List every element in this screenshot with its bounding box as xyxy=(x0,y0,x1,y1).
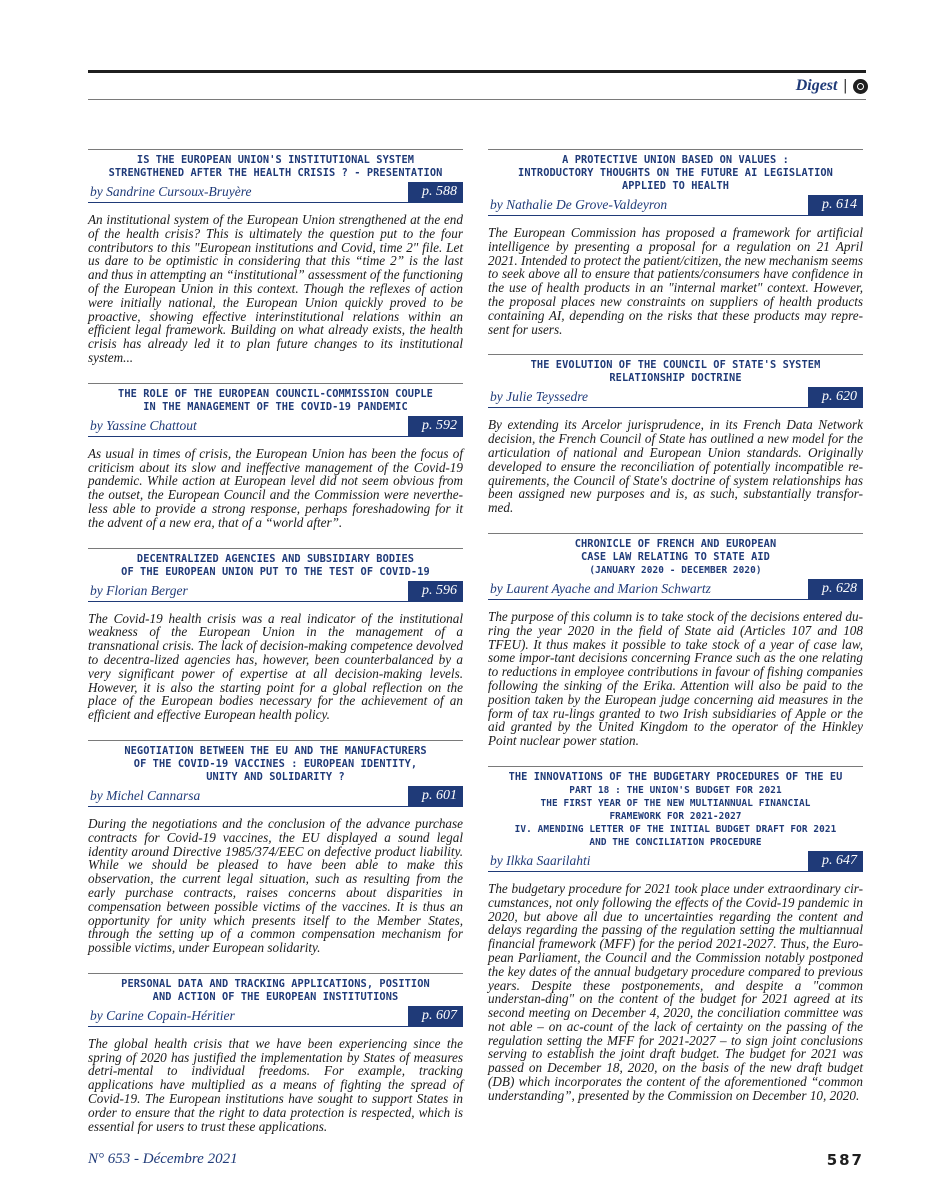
article xyxy=(88,548,463,740)
article-author: by Florian Berger xyxy=(90,582,188,598)
digest-emblem-icon xyxy=(853,79,868,94)
article-title-line: THE ROLE OF THE EUROPEAN COUNCIL-COMMISSION COUPLE xyxy=(118,387,433,400)
article-author: by Julie Teyssedre xyxy=(490,389,588,405)
article-title-line: IN THE MANAGEMENT OF THE COVID-19 PANDEMIC xyxy=(143,400,408,413)
header-separator: | xyxy=(843,77,847,94)
article-abstract: By extending its Arcelor jurisprudence, in its French Data Network decision, the French Council of State has outlined a new model for the articulation of national and European Union standards. Originally developed to ensure the reconciliation of potentially incompatible re-quirements, the Council of State's doctrine of system relationships has been assigned new purposes and is, as such, substantially transfor-med. xyxy=(488,417,863,516)
article xyxy=(88,149,463,383)
article-top-rule xyxy=(488,149,863,150)
article-title xyxy=(90,978,461,1004)
article-subtitle-line: AND THE CONCILIATION PROCEDURE xyxy=(589,836,762,848)
running-header xyxy=(796,77,868,95)
article-title xyxy=(90,154,461,180)
article-title xyxy=(90,745,461,784)
article xyxy=(488,766,863,1103)
article-abstract: An institutional system of the European Union strengthened at the end of the health crisis? This is ultimately the question put to the four contributors to this "European institutions and Covid, time 2" file. Let us dare to be optimistic in considering that this “time 2” is the last and thus in attempting an “institutional” assessment of the functioning of the European Union in this context. Though the reflexes of action were initially national, the European Union quickly proved to be proactive, showing effective interinstitutional relations within an efficient legal framework. Building on what already exists, the health crisis has already led it to plan future changes to its institutional system... xyxy=(88,212,463,365)
article-abstract: The purpose of this column is to take stock of the decisions entered du-ring the year 2020 in the field of State aid (Articles 107 and 108 TFEU). It thus makes it possible to take stock of a year of case law, some impor-tant decisions concerning France such as the one relating to reductions in employee contributions in favour of fishing companies following the sinking of the Erika. Attention will also be paid to the position taken by the European judge concerning aid measures in the form of tax ru-lings granted to two Irish subsidiaries of Apple or the aid granted by the United Kingdom to the operator of the Hinkley Point nuclear power station. xyxy=(488,608,863,749)
article-subtitle-line: THE FIRST YEAR OF THE NEW MULTIANNUAL FINANCIAL xyxy=(540,797,811,809)
article-page-ref[interactable]: p. 592 xyxy=(408,416,463,436)
issue-label: N° 653 - Décembre 2021 xyxy=(88,1151,238,1167)
article-top-rule xyxy=(488,354,863,355)
byline-bar xyxy=(88,581,463,602)
article-title-line: STRENGTHENED AFTER THE HEALTH CRISIS ? - PRESENTATION xyxy=(108,167,443,179)
article-title-line: THE INNOVATIONS OF THE BUDGETARY PROCEDURES OF THE EU xyxy=(508,770,843,783)
article-subtitle-line: PART 18 : THE UNION'S BUDGET FOR 2021 xyxy=(569,784,782,796)
article-title-line: CASE LAW RELATING TO STATE AID xyxy=(581,550,770,563)
byline-bar xyxy=(488,851,863,872)
article-page-ref[interactable]: p. 628 xyxy=(808,579,863,599)
article-title-line: INTRODUCTORY THOUGHTS ON THE FUTURE AI LEGISLATION xyxy=(518,167,833,179)
article-author: by Sandrine Cursoux-Bruyère xyxy=(90,184,252,199)
top-rule xyxy=(88,70,866,73)
article-title xyxy=(490,538,861,577)
article-author: by Yassine Chattout xyxy=(90,417,197,433)
article-author: by Michel Cannarsa xyxy=(90,787,201,803)
article-abstract: During the negotiations and the conclusion of the advance purchase contracts for Covid-19 vaccines, the EU displayed a sound legal identity around Directive 1985/374/EEC on defective product liability. While we should be pleased to have been able to make this observation, the current legal situation, such as resulting from the early purchase contracts, raises concerns about disparities in compensation between possible victims of the vaccines. It is thus an opportunity for unity which presents itself to the Member States, through the setting up of a common compensation mechanism for possible victims, under European solidarity. xyxy=(88,815,463,956)
article-page-ref[interactable]: p. 647 xyxy=(808,851,863,871)
article-abstract: The budgetary procedure for 2021 took place under extraordinary cir-cumstances, not only following the effects of the Covid-19 pandemic in 2020, but above all due to uncertainties regarding the content and delays regarding the passing of the regulation setting the multiannual financial framework (MFF) for the period 2021-2027. Thus, the Euro-pean Parliament, the Council and the Commission notably postponed the key dates of the annual budgetary procedure compared to previous years. Despite these postponements, and despite a "common understan-ding" on the content of the budget for 2021 agreed at its second meeting on December 4, 2020, the conciliation committee was not able – on ac-count of the lack of certainty on the passing of the regulation setting the MFF for 2021-2027 – to sign joint conclusions serving to establish the joint draft budget. The budget for 2021 was passed on December 18, 2020, on the basis of the new draft budget (DB) which incorporates the content of the aforementioned “common understanding”, presented by the Commission on December 10, 2020. xyxy=(488,880,863,1103)
article xyxy=(488,354,863,533)
article-subtitle-line: FRAMEWORK FOR 2021-2027 xyxy=(609,810,742,822)
article-spacer xyxy=(488,748,863,766)
article-author: by Carine Copain-Héritier xyxy=(90,1007,235,1023)
article xyxy=(488,149,863,354)
article xyxy=(488,533,863,766)
byline-bar xyxy=(488,579,863,600)
byline-bar xyxy=(88,786,463,807)
article-spacer xyxy=(88,955,463,973)
article-title xyxy=(490,359,861,385)
page-number: 587 xyxy=(826,1151,864,1169)
article-title-line: THE EVOLUTION OF THE COUNCIL OF STATE'S SYSTEM xyxy=(530,359,821,372)
byline-bar xyxy=(88,182,463,203)
article-title-line: APPLIED TO HEALTH xyxy=(621,180,730,192)
article-title-line: RELATIONSHIP DOCTRINE xyxy=(609,372,742,385)
article-title-line: UNITY AND SOLIDARITY ? xyxy=(206,770,345,783)
article-top-rule xyxy=(488,766,863,767)
article xyxy=(88,383,463,548)
section-label: Digest xyxy=(795,77,838,94)
article-page-ref[interactable]: p. 601 xyxy=(408,786,463,806)
article-title-line: PERSONAL DATA AND TRACKING APPLICATIONS, POSITION xyxy=(121,977,430,990)
article-spacer xyxy=(88,530,463,548)
article-top-rule xyxy=(88,973,463,974)
article-page-ref[interactable]: p. 614 xyxy=(808,195,863,215)
article-page-ref[interactable]: p. 588 xyxy=(408,182,463,202)
article-page-ref[interactable]: p. 607 xyxy=(408,1006,463,1026)
article xyxy=(88,973,463,1134)
article-title xyxy=(90,553,461,579)
left-column xyxy=(88,149,463,1133)
article-subtitle-line: IV. AMENDING LETTER OF THE INITIAL BUDGET DRAFT FOR 2021 xyxy=(514,823,837,835)
article-top-rule xyxy=(88,740,463,741)
article-title-line: CHRONICLE OF FRENCH AND EUROPEAN xyxy=(574,537,777,550)
article-top-rule xyxy=(488,533,863,534)
header-rule xyxy=(88,99,866,100)
article-title-line: DECENTRALIZED AGENCIES AND SUBSIDIARY BODIES xyxy=(136,552,415,565)
article xyxy=(88,740,463,973)
right-column xyxy=(488,149,863,1103)
article-abstract: The Covid-19 health crisis was a real indicator of the institutional weakness of the European Union in the management of a transnational crisis. The lack of decision-making competence devolved to decentra-lized agencies has, however, been counterbalanced by a very significant power of expertise at all decision-making levels. However, it is also the starting point for a global reflection on the place of the European bodies necessary for the achievement of an efficient and effective European health policy. xyxy=(88,610,463,723)
article-spacer xyxy=(488,515,863,533)
article-spacer xyxy=(88,722,463,740)
article-title xyxy=(490,771,861,849)
byline-bar xyxy=(88,416,463,437)
article-top-rule xyxy=(88,383,463,384)
article-author: by Nathalie De Grove-Valdeyron xyxy=(490,197,668,212)
byline-bar xyxy=(488,195,863,216)
article-title-line: OF THE EUROPEAN UNION PUT TO THE TEST OF COVID-19 xyxy=(121,565,430,578)
byline-bar xyxy=(88,1006,463,1027)
article-title-line: AND ACTION OF THE EUROPEAN INSTITUTIONS xyxy=(152,990,399,1003)
article-title-line: A PROTECTIVE UNION BASED ON VALUES : xyxy=(562,154,789,166)
article-author: by Ilkka Saarilahti xyxy=(490,852,591,868)
article-page-ref[interactable]: p. 596 xyxy=(408,581,463,601)
article-abstract: The European Commission has proposed a framework for artificial intelligence by presenting a proposal for a regulation on 21 April 2021. Intended to protect the patient/citizen, the new mechanism seems to seek above all to ensure that patients/consumers have confidence in the use of health products in an "internal market" context. However, the proposal places new constraints on suppliers of health products containing AI, depending on the risks that these products may repre-sent for users. xyxy=(488,225,863,337)
byline-bar xyxy=(488,387,863,408)
article-page-ref[interactable]: p. 620 xyxy=(808,387,863,407)
article-title xyxy=(90,388,461,414)
article-subtitle-line: (JANUARY 2020 - DECEMBER 2020) xyxy=(589,564,762,576)
article-top-rule xyxy=(88,149,463,150)
article-spacer xyxy=(488,336,863,354)
article-abstract: The global health crisis that we have been experiencing since the spring of 2020 has justified the implementation by States of measures detri-mental to individual freedoms. For example, tracking applications have multiplied as a means of fighting the spread of Covid-19. The European institutions have sought to support States in order to ensure that the right to data protection is respected, which is essential for users to trust these applications. xyxy=(88,1035,463,1134)
article-top-rule xyxy=(88,548,463,549)
article-title-line: NEGOTIATION BETWEEN THE EU AND THE MANUFACTURERS xyxy=(124,744,427,757)
article-abstract: As usual in times of crisis, the European Union has been the focus of criticism about its slow and ineffective management of the Covid-19 pandemic. While action at European level did not seem obvious from the outset, the European Council and the Commission were neverthe-less able to provide a strong response, perhaps foreshadowing for it the advent of a new era, that of a “world after”. xyxy=(88,445,463,530)
article-spacer xyxy=(88,365,463,383)
article-title-line: IS THE EUROPEAN UNION'S INSTITUTIONAL SYSTEM xyxy=(136,154,415,166)
article-author: by Laurent Ayache and Marion Schwartz xyxy=(490,580,711,596)
article-title-line: OF THE COVID-19 VACCINES : EUROPEAN IDENTITY, xyxy=(133,757,418,770)
article-title xyxy=(490,154,861,193)
